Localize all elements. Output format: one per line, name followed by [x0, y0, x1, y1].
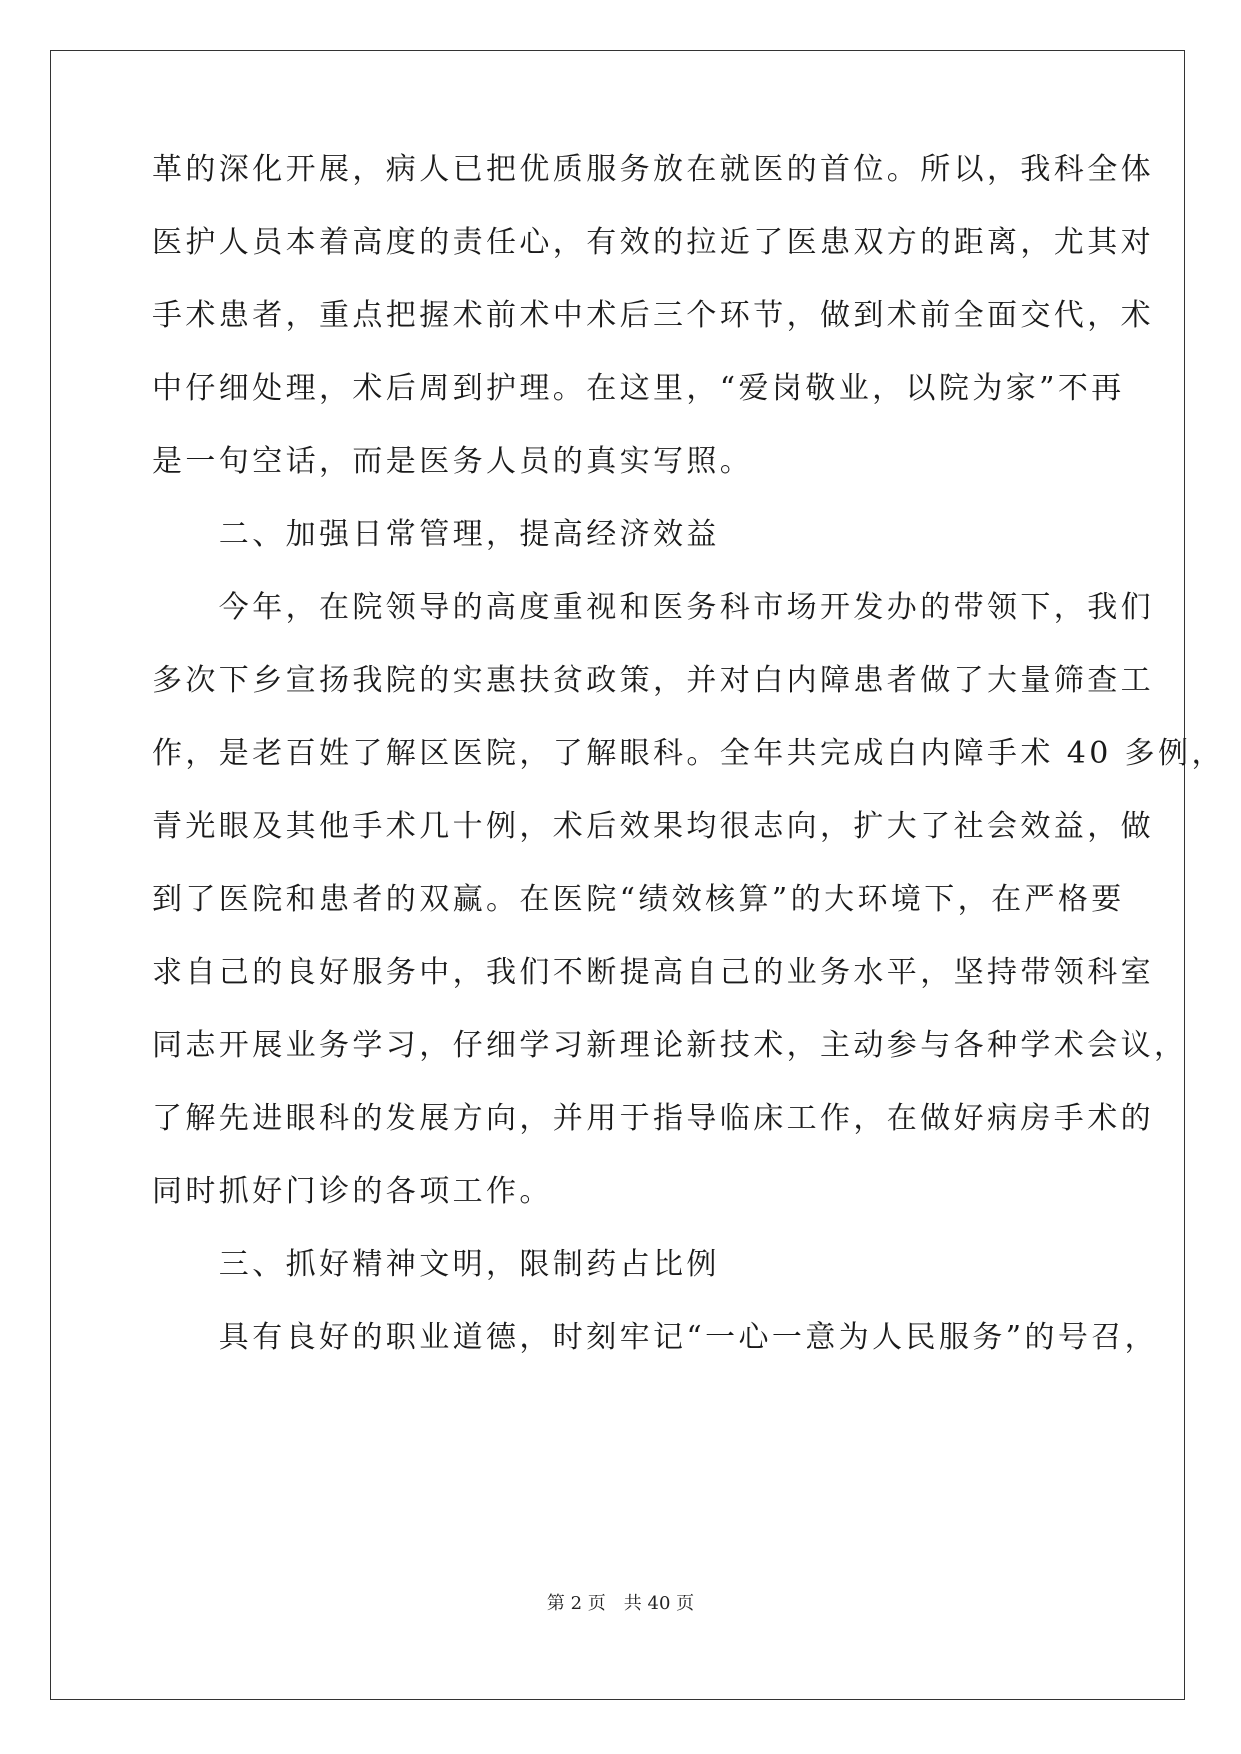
body-text-line: 了解先进眼科的发展方向，并用于指导临床工作，在做好病房手术的	[152, 1101, 1154, 1136]
body-text-line: 手术患者，重点把握术前术中术后三个环节，做到术前全面交代，术	[152, 298, 1154, 333]
body-text-line: 求自己的良好服务中，我们不断提高自己的业务水平，坚持带领科室	[152, 955, 1154, 990]
body-text-line: 是一句空话，而是医务人员的真实写照。	[152, 444, 754, 479]
section-heading: 三、抓好精神文明，限制药占比例	[152, 1247, 720, 1282]
body-text-line: 青光眼及其他手术几十例，术后效果均很志向，扩大了社会效益，做	[152, 809, 1154, 844]
body-text-line: 作，是老百姓了解区医院，了解眼科。全年共完成白内障手术 40 多例，	[152, 736, 1225, 771]
page-number-footer: 第 2 页 共 40 页	[546, 1593, 695, 1614]
section-heading: 二、加强日常管理，提高经济效益	[152, 517, 720, 552]
body-text-line: 中仔细处理，术后周到护理。在这里，“爱岗敬业，以院为家”不再	[152, 371, 1125, 406]
body-text-line: 同志开展业务学习，仔细学习新理论新技术，主动参与各种学术会议，	[152, 1028, 1188, 1063]
body-text-line: 到了医院和患者的双赢。在医院“绩效核算”的大环境下，在严格要	[152, 882, 1125, 917]
body-text-line: 革的深化开展，病人已把优质服务放在就医的首位。所以，我科全体	[152, 152, 1154, 187]
body-text-line: 具有良好的职业道德，时刻牢记“一心一意为人民服务”的号召，	[152, 1320, 1159, 1355]
body-text-line: 医护人员本着高度的责任心，有效的拉近了医患双方的距离，尤其对	[152, 225, 1154, 260]
body-text-line: 今年，在院领导的高度重视和医务科市场开发办的带领下，我们	[152, 590, 1154, 625]
body-text-line: 同时抓好门诊的各项工作。	[152, 1174, 553, 1209]
body-text-line: 多次下乡宣扬我院的实惠扶贫政策，并对白内障患者做了大量筛查工	[152, 663, 1154, 698]
